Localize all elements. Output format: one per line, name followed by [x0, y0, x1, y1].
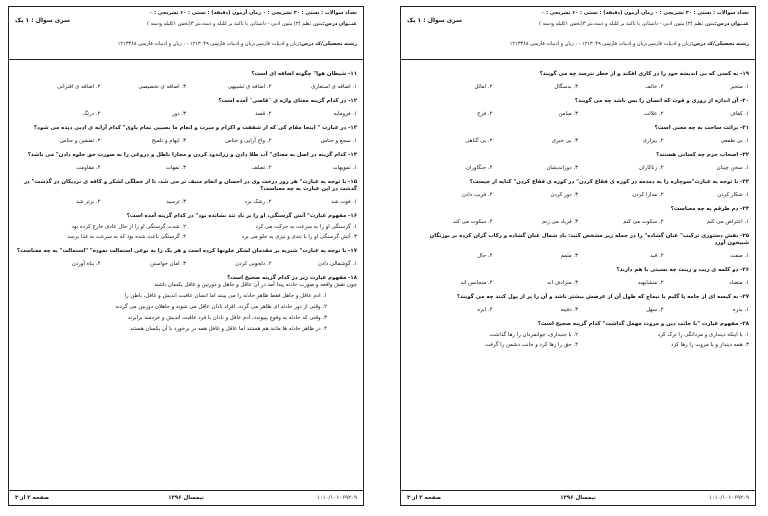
- answer-option: ۳. بدسگال: [554, 84, 578, 90]
- answer-options: [407, 165, 749, 172]
- answer-options: [15, 261, 357, 268]
- question-stem: ۱۷- با توجه به عبارت" شتربه بر مقدمان لشکر خلوتها کرده است و هر یک را به نوعی استمالت نموده" "استمالت" به چه معناست؟: [16, 248, 357, 254]
- answer-option: ۲. وقتی از دور حادثه ای ظاهر می گردد، افراد نادان عاقل می شوند و جاهلان دوربین می گردند: [115, 304, 327, 310]
- answer-option: ۴. حال: [477, 253, 493, 259]
- question: [407, 179, 749, 199]
- answer-options: [407, 253, 749, 260]
- answer-option: ۴. فرج: [477, 111, 493, 117]
- course-title-label: عنــوان درس:: [322, 21, 357, 27]
- question: [15, 98, 357, 118]
- field-code-row: [510, 41, 749, 48]
- answer-option: ۲. اضافه ی تشبیهی: [227, 84, 272, 90]
- question-count-and-time: تعداد سوالات : تستی : ۳۰ تشریحی : ۰ زمان آزمون (دقیقه) : تستی : ۶۰ تشریحی : ۰: [541, 10, 749, 16]
- question-stem: ۲۴- دم طرقم به چه معناست؟: [670, 206, 749, 212]
- question: [15, 213, 357, 241]
- answer-option: ۲. شدت گرسنگی او را از حال عادی خارج کرده بود: [71, 224, 186, 230]
- answer-option: ۴. حق را رها کرد و جانب دشمن را گرفت: [484, 342, 578, 348]
- exam-page-left: [8, 6, 364, 506]
- question: [407, 152, 749, 172]
- answer-option: ۳. تمهات: [165, 165, 186, 171]
- question-stem: ۱۵- با توجه به عبارت" هر روز درخت وی در احسان و انعام منیف تر می شد، تا از جملگی لشکر و کافه ی نزدیکان در گذشت" در گذشت در این عبارت به چه معناست؟: [23, 179, 357, 192]
- questions-list: [9, 60, 363, 333]
- exam-code: ۱۰۱۰/۱۰۱۰۶۹۲۰۹: [708, 495, 749, 501]
- answer-options: [407, 192, 749, 199]
- answer-options: [15, 138, 357, 145]
- answer-option: ۱. شکار کردن: [717, 192, 749, 198]
- answer-options: [407, 111, 749, 118]
- question: [15, 179, 357, 206]
- answer-option: ۱. کفاف: [730, 111, 749, 117]
- answer-option: ۱. با اینکه دینداری و مردانگی را ترک کرد: [657, 332, 749, 338]
- answer-option: ۱. سخن چینان: [716, 165, 749, 171]
- answer-option: ۱. تمویهات: [332, 165, 357, 171]
- answer-options: [15, 84, 357, 91]
- answer-option: ۳. ایهام و تلمیح: [151, 138, 186, 144]
- exam-header: [9, 7, 363, 60]
- question-stem: ۱۳- در عبارت " اینجا مقام کی که از شفقت و اکرام و مبرت و انعام ما نصیبی تمام یاوی" کدام آرایه ی ادبی دیده می شود؟: [34, 125, 357, 131]
- answer-option: ۲. با جنبداری، جوانمردان را رها گذاشت: [489, 332, 578, 338]
- answer-option: ۴. برتر شد: [76, 199, 101, 205]
- page-footer: [401, 490, 755, 505]
- question-quote: چون نقش واقعه و صورت حادثه پیدا آمد در آن عاقل و جاهل و دوربین و غافل یکسان باشند: [154, 282, 357, 288]
- answer-option: ۲. سکوت می کنم: [623, 219, 664, 225]
- answer-options: [15, 293, 357, 333]
- field-code-label: رشته تحصیلی/کد درس:: [299, 41, 357, 47]
- answer-option: ۲. تصلف: [251, 165, 272, 171]
- course-title: متون نظم (۳) متون ادبی - داستانی با تاکید بر کلیله و دمنه،نثر ۳(بخش ۱کلیله ودمنه ): [146, 21, 323, 27]
- answer-option: ۲. سهل: [646, 307, 664, 313]
- question-stem: ۲۸- مفهوم عبارت "با جانب دین و مروت مهمل گذاشت" کدام گزینه صحیح است؟: [537, 321, 749, 327]
- question-stem: ۲۶- دو کلمه ی زیب و زینت چه نسبتی با هم دارند؟: [616, 267, 749, 273]
- answer-option: ۱. فوت شد: [331, 199, 357, 205]
- answer-options: [407, 280, 749, 287]
- course-title: متون نظم (۳) متون ادبی - داستانی با تاکید بر کلیله و دمنه،نثر ۳(بخش ۱کلیله ودمنه ): [538, 21, 715, 27]
- answer-options: [407, 307, 749, 314]
- question-stem: ۱۶- مفهوم عبارت" آتش گرسنگی، او را بر باد تند نشانده بود" در کدام گزینه آمده است؟: [126, 213, 357, 219]
- answer-option: ۳. میامن: [558, 111, 578, 117]
- answer-option: ۳. دوراندیشان: [546, 165, 578, 171]
- question: [407, 233, 749, 260]
- answer-option: ۴. سکوت می کند: [452, 219, 493, 225]
- question: [15, 71, 357, 91]
- question: [15, 275, 357, 333]
- question-stem: ۲۱- برائت ساحت به چه معنی است؟: [654, 125, 749, 131]
- field-code-label: رشته تحصیلی/کد درس:: [691, 41, 749, 47]
- question: [407, 71, 749, 91]
- answer-option: ۲. مدارا کردن: [632, 192, 664, 198]
- answer-option: ۳. آتش گرسنگی او را با تندی و تیزی به جلو می برد: [241, 234, 357, 240]
- field-code: زبان و ادبیات فارسی،زبان و ادبیات فارسی ۱۲۱۳۰۴۹ - ، زبان و ادبیات فارسی ۱۲۱۳۳۶۸: [117, 41, 300, 47]
- answer-option: ۴. بی گناهی: [465, 138, 493, 144]
- answer-options: [407, 332, 749, 349]
- question: [15, 152, 357, 172]
- question-stem: ۱۲- در کدام گزینه معنای واژه ی ¨قاصی¨ آمده است؟: [218, 98, 357, 104]
- answer-option: ۱. متحیر: [730, 84, 749, 90]
- answer-option: ۴. فریب دادن: [461, 192, 493, 198]
- exam-page-right: [400, 6, 756, 506]
- page-footer: [9, 490, 363, 505]
- answer-option: ۱. سجع و جناس: [320, 138, 357, 144]
- answer-option: ۲. خائف: [645, 84, 664, 90]
- answer-option: ۳. دور کردن: [550, 192, 578, 198]
- answer-option: ۴. تضمین و جناس: [59, 138, 101, 144]
- answer-option: ۱. صفت: [730, 253, 749, 259]
- question-stem: ۲۵- نقش دستوری ترکیب" عنان گشاده" را در جمله زیر مشخص کنید: باد شمال عنان گشاده و رکاب گران کرده بر بوزنگان شبیخون آورد: [429, 233, 749, 246]
- answer-option: ۳. دفینه: [560, 307, 578, 313]
- answer-option: ۳. ترسید: [166, 199, 186, 205]
- question: [407, 294, 749, 314]
- answer-option: ۳. اضافه ی تخصیصی: [138, 84, 186, 90]
- question: [407, 125, 749, 145]
- question: [407, 267, 749, 287]
- question-count-and-time: تعداد سوالات : تستی : ۳۰ تشریحی : ۰ زمان آزمون (دقیقه) : تستی : ۶۰ تشریحی : ۰: [149, 10, 357, 16]
- question-stem: ۱۱- شیطان هوا" چگونه اضافه ای است؟: [251, 71, 357, 77]
- question-stem: ۲۲- اصحاب حزم چه کسانی هستند؟: [656, 152, 749, 158]
- exam-code: ۱۰۱۰/۱۰۱۰۶۹۲۰۹: [316, 495, 357, 501]
- answer-option: ۳. فریاد می زنم: [542, 219, 578, 225]
- answer-option: ۲. دلجویی کردن: [235, 261, 272, 267]
- answer-options: [15, 224, 357, 241]
- answer-option: ۳. مترادف اند: [547, 280, 578, 286]
- course-title-row: [539, 21, 749, 28]
- answer-option: ۳. بی خبری: [551, 138, 578, 144]
- question: [407, 98, 749, 118]
- answer-option: ۴. در ظاهر حادثه ها مانند هم هستند اما عاقل و غافل همه در برخورد با آن یکسان هستند: [129, 326, 327, 332]
- answer-option: ۴. پناه آوردن: [71, 261, 101, 267]
- semester: نیمسال ۱۳۹۶: [560, 495, 596, 501]
- answer-option: ۴. امائل: [474, 84, 493, 90]
- answer-option: ۲. متشابهند: [637, 280, 664, 286]
- answer-option: ۳. متمم: [560, 253, 578, 259]
- answer-option: ۱. گوشمالی دادن: [317, 261, 357, 267]
- question: [15, 125, 357, 145]
- answer-option: ۴. متجانس اند: [460, 280, 493, 286]
- answer-option: ۱. بی طمعی: [720, 138, 749, 144]
- answer-option: ۳. امان خواستن: [150, 261, 186, 267]
- question-stem: ۲۳- با توجه به عبارت"سوچاره را به دمدمه در کوزه ی فقاع کردن" در کوزه ی فقاع کردن" کنایه از چیست؟: [469, 179, 749, 185]
- course-title-label: عنــوان درس:: [714, 21, 749, 27]
- answer-option: ۱. اعتراض می کنم: [706, 219, 749, 225]
- answer-option: ۲. رشک برد: [244, 199, 272, 205]
- answer-option: ۱. بدره: [732, 307, 749, 313]
- answer-option: ۳. وقتی که حادثه به وقوع بپیوندد، آدم عاقل و نادان با فرد عاقبت اندیش و خردمند برابرند: [127, 315, 327, 321]
- answer-option: ۴. جنگاوران: [465, 165, 493, 171]
- exam-header: [401, 7, 755, 60]
- answer-option: ۳. همه دیندار و با مروت را رها کرد: [670, 342, 749, 348]
- answer-option: ۱. فرومایه: [333, 111, 357, 117]
- question: [407, 321, 749, 349]
- questions-list: [401, 60, 755, 349]
- answer-option: ۴. درنگ: [82, 111, 101, 117]
- question-series: سری سوال : ۱ یک: [407, 17, 462, 24]
- answer-options: [407, 219, 749, 226]
- answer-option: ۲. زناکاران: [639, 165, 664, 171]
- answer-options: [15, 165, 357, 172]
- field-code-row: [118, 41, 357, 48]
- answer-option: ۲. قصد: [255, 111, 272, 117]
- answer-option: ۲. واج آرایی و جناس: [225, 138, 272, 144]
- answer-option: ۲. قید: [650, 253, 664, 259]
- question-series: سری سوال : ۱ یک: [15, 17, 70, 24]
- answer-option: ۳. دور: [172, 111, 186, 117]
- answer-option: ۴. گرسنگی باعث شده بود که به سرعت به غذا برسد: [67, 234, 186, 240]
- question: [407, 206, 749, 226]
- page-number: صفحه ۳ از ۴: [407, 495, 442, 501]
- question-stem: ۱۸- مفهوم عبارت زیر در کدام گزینه صحیح است؟: [227, 275, 357, 281]
- semester: نیمسال ۱۳۹۶: [168, 495, 204, 501]
- answer-option: ۱. متضاد: [729, 280, 749, 286]
- answer-option: ۴. ابره: [477, 307, 493, 313]
- question: [15, 248, 357, 268]
- question-stem: ۱۴- کدام گزینه در اصل به معنای" آب طلا دادن و زراندود کردن و مجازا باطل و دروغی را به صورت حق جلوه دادن" می باشد؟: [27, 152, 357, 158]
- page-number: صفحه ۲ از ۴: [15, 495, 50, 501]
- answer-option: ۱. اضافه ی استعاری: [311, 84, 357, 90]
- answer-options: [407, 84, 749, 91]
- answer-options: [407, 138, 749, 145]
- answer-option: ۱. گرسنگی او را به سرعت به حرکت می کرد: [255, 224, 357, 230]
- answer-options: [15, 199, 357, 206]
- answer-option: ۲. بیزاری: [642, 138, 664, 144]
- answer-option: ۲. علالت: [643, 111, 664, 117]
- course-title-row: [147, 21, 357, 28]
- answer-option: ۴. مقاومت: [76, 165, 101, 171]
- answer-option: ۱. ادم عاقل و جاهل فقط ظاهر حادثه را می بینند اما انسان عاقبت اندیش و غافل، باطن را: [124, 293, 327, 299]
- answer-option: ۴. اضافه ی اقترانی: [57, 84, 101, 90]
- field-code: زبان و ادبیات فارسی،زبان و ادبیات فارسی ۱۲۱۳۰۴۹ - ، زبان و ادبیات فارسی ۱۲۱۳۳۶۸: [509, 41, 692, 47]
- question-stem: ۲۰- آن اندازه از روزی و قوت که انسان را بس باشد چه می گویند؟: [574, 98, 749, 104]
- question-stem: ۲۷- به کیسه ای از جامه یا گلیم یا نیماچ که طول آن از عرضش بیشتر باشد و آن را پر از پول کنند چه می گویند؟: [456, 294, 749, 300]
- question-stem: ۱۹- به کسی که بی اندیشه خود را در کاری افکند و از خطر نترسد چه می گویند؟: [539, 71, 749, 77]
- answer-options: [15, 111, 357, 118]
